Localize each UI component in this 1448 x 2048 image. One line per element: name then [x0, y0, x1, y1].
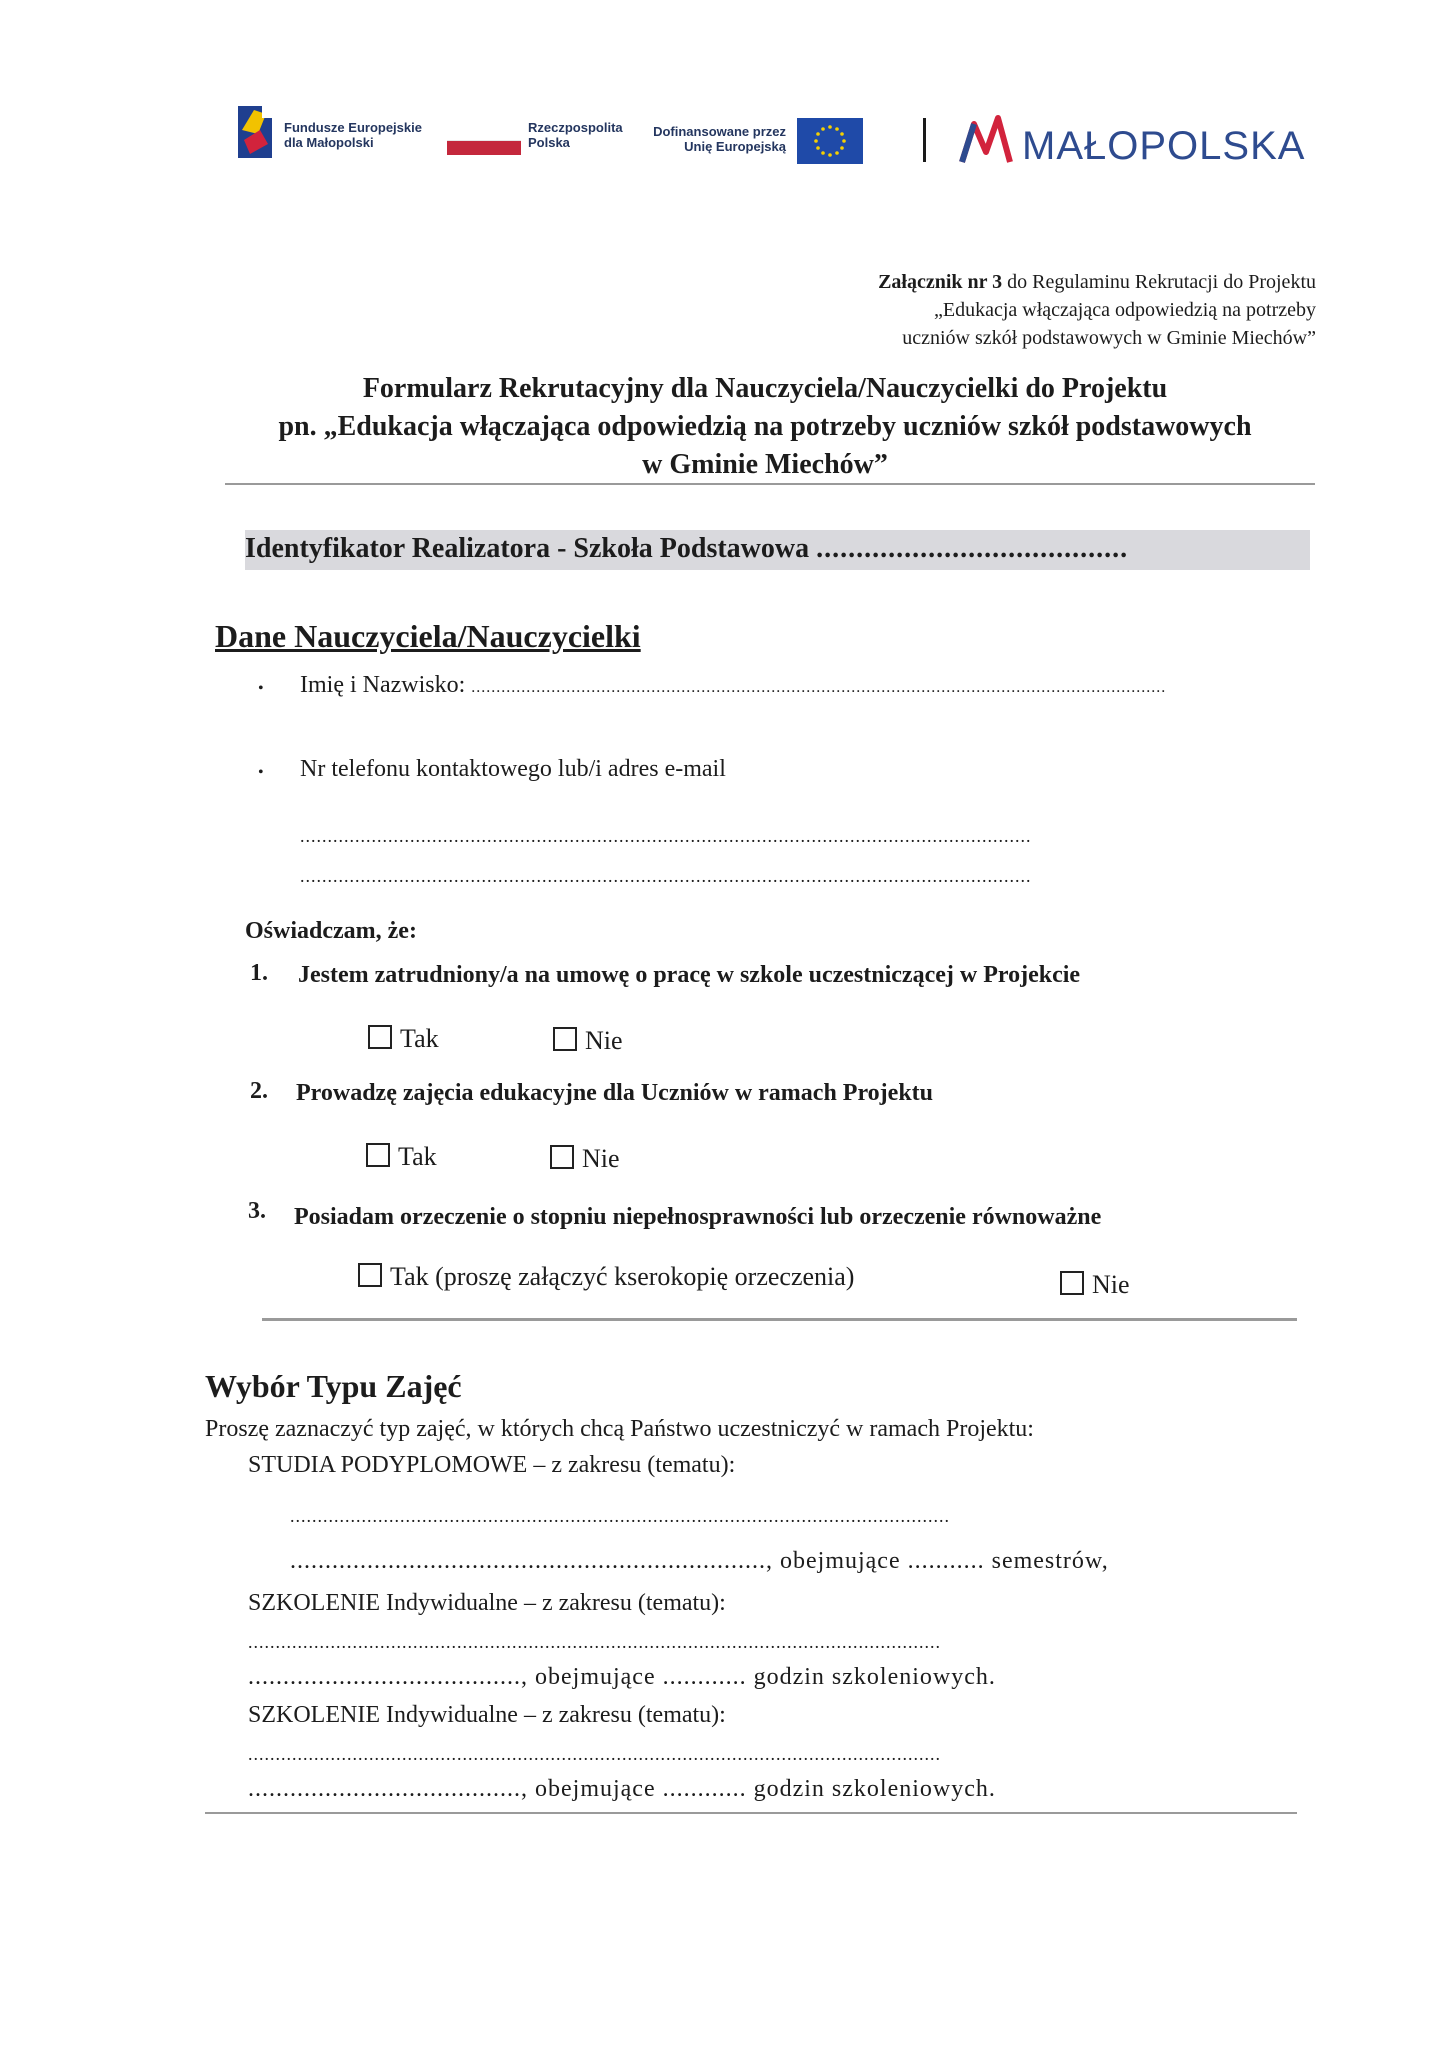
checkbox-icon[interactable]	[553, 1027, 577, 1051]
training2-label: SZKOLENIE Indywidualne – z zakresu (tematu):	[248, 1702, 726, 1728]
q1-yes-label: Tak	[400, 1024, 439, 1053]
eu-funds-logo-text	[284, 120, 422, 150]
name-label: Imię i Nazwisko:	[300, 672, 466, 698]
training2-topic-field[interactable]: ..............................................................................................................................	[248, 1744, 941, 1764]
q2-no-label: Nie	[582, 1144, 620, 1173]
name-row[interactable]	[300, 672, 1290, 699]
eu-cofinanced-line1: Dofinansowane przez	[653, 124, 786, 139]
poland-line1: Rzeczpospolita	[528, 120, 623, 135]
q2-number: 2.	[250, 1078, 268, 1104]
title-line3: w Gminie Miechów”	[642, 449, 888, 480]
q3-number: 3.	[248, 1198, 266, 1224]
studies-details-field[interactable]: ...................................................................., obejmujące ........... semestrów,	[290, 1548, 1109, 1574]
q1-no-label: Nie	[585, 1026, 623, 1055]
q3-no-option[interactable]	[1060, 1270, 1130, 1300]
eu-funds-line2: dla Małopolski	[284, 135, 374, 150]
q1-text: Jestem zatrudniony/a na umowę o pracę w szkole uczestniczącej w Projekcie	[298, 962, 1081, 988]
bullet-icon: •	[258, 764, 264, 781]
bottom-divider	[205, 1812, 1297, 1814]
bullet-icon: •	[258, 680, 264, 697]
identifier-field[interactable]: .......................................	[816, 533, 1129, 564]
annex-line3: uczniów szkół podstawowych w Gminie Miechów”	[902, 327, 1316, 349]
training1-details-field[interactable]: ......................................., obejmujące ............ godzin szkoleniowych.	[248, 1664, 996, 1690]
classes-intro: Proszę zaznaczyć typ zajęć, w których chcą Państwo uczestniczyć w ramach Projektu:	[205, 1416, 1034, 1442]
eu-cofinanced-text	[640, 124, 786, 154]
studies-topic-field[interactable]: ........................................................................................................................	[290, 1506, 950, 1526]
eu-flag-icon	[797, 118, 863, 164]
q3-yes-label: Tak (proszę załączyć kserokopię orzeczenia)	[390, 1262, 855, 1291]
q3-no-label: Nie	[1092, 1270, 1130, 1299]
form-title	[230, 370, 1300, 484]
declaration-divider	[262, 1318, 1297, 1321]
q2-yes-label: Tak	[398, 1142, 437, 1171]
training2-details-field[interactable]: ......................................., obejmujące ............ godzin szkoleniowych.	[248, 1776, 996, 1802]
annex-number: Załącznik nr 3	[878, 271, 1003, 293]
q1-no-option[interactable]	[553, 1026, 623, 1056]
q2-text: Prowadzę zajęcia edukacyjne dla Uczniów w ramach Projektu	[296, 1080, 934, 1106]
classes-heading: Wybór Typu Zajęć	[205, 1368, 462, 1404]
title-line1: Formularz Rekrutacyjny dla Nauczyciela/Nauczycielki do Projektu	[362, 373, 1168, 404]
q1-number: 1.	[250, 960, 268, 986]
region-name: MAŁOPOLSKA	[1022, 124, 1306, 168]
q3-text: Posiadam orzeczenie o stopniu niepełnosprawności lub orzeczenie równoważne	[294, 1204, 1102, 1230]
checkbox-icon[interactable]	[368, 1025, 392, 1049]
contact-field-1[interactable]: .....................................................................................................................................	[300, 826, 1032, 846]
poland-line2: Polska	[528, 135, 570, 150]
identifier-row[interactable]	[245, 533, 1128, 565]
contact-field-2[interactable]: .....................................................................................................................................	[300, 866, 1032, 886]
annex-line1-rest: do Regulaminu Rekrutacji do Projektu	[1002, 271, 1316, 293]
identifier-label: Identyfikator Realizatora - Szkoła Podstawowa	[245, 533, 810, 564]
training1-label: SZKOLENIE Indywidualne – z zakresu (tematu):	[248, 1590, 726, 1616]
studies-label: STUDIA PODYPLOMOWE – z zakresu (tematu):	[248, 1452, 736, 1478]
teacher-heading: Dane Nauczyciela/Nauczycielki	[215, 618, 641, 654]
checkbox-icon[interactable]	[550, 1145, 574, 1169]
contact-label: Nr telefonu kontaktowego lub/i adres e-mail	[300, 756, 726, 782]
q1-yes-option[interactable]	[368, 1024, 439, 1054]
checkbox-icon[interactable]	[358, 1263, 382, 1287]
eu-funds-line1: Fundusze Europejskie	[284, 120, 422, 135]
poland-flag-icon	[447, 140, 521, 155]
annex-line2: „Edukacja włączająca odpowiedzią na potrzeby	[933, 299, 1316, 321]
q2-yes-option[interactable]	[366, 1142, 437, 1172]
annex-line1	[878, 268, 1316, 296]
title-divider	[225, 483, 1315, 485]
malopolska-logo-icon	[958, 112, 1014, 166]
q2-no-option[interactable]	[550, 1144, 620, 1174]
training1-topic-field[interactable]: ..............................................................................................................................	[248, 1632, 941, 1652]
title-line2: pn. „Edukacja włączająca odpowiedzią na potrzeby uczniów szkół podstawowych	[278, 411, 1252, 442]
eu-cofinanced-line2: Unię Europejską	[684, 139, 786, 154]
q3-yes-option[interactable]	[358, 1262, 854, 1292]
checkbox-icon[interactable]	[366, 1143, 390, 1167]
annex-note	[878, 268, 1316, 352]
declaration-heading: Oświadczam, że:	[245, 918, 417, 944]
checkbox-icon[interactable]	[1060, 1271, 1084, 1295]
name-field[interactable]: ...........................................................................................................................................	[471, 679, 1167, 696]
eu-funds-logo-icon	[238, 100, 278, 162]
poland-logo-text	[528, 120, 623, 150]
logo-separator	[923, 118, 926, 162]
